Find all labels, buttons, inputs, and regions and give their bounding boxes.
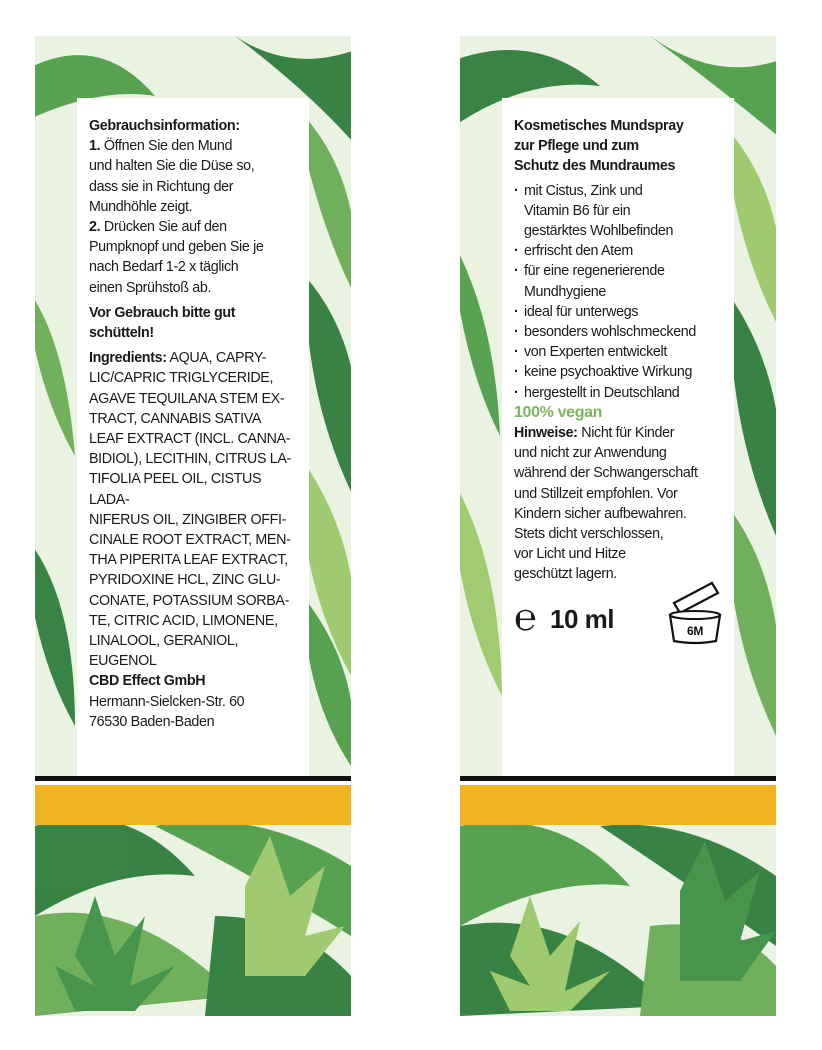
benefit-item: · von Experten entwickelt [514,342,726,362]
step-line: und halten Sie die Düse so, [89,158,255,175]
product-title: Kosmetisches Mundspray [514,118,684,134]
ingredients-line: CINALE ROOT EXTRACT, MEN- [89,532,291,549]
step-number: 2. [89,219,101,236]
shake-warning: Vor Gebrauch bitte gut [89,304,236,321]
ingredients-line: CONATE, POTASSIUM SORBA- [89,592,289,609]
benefit-item: · mit Cistus, Zink und [514,181,726,201]
benefit-item: · erfrischt den Atem [514,241,726,261]
shake-warning: schütteln! [89,325,154,342]
label-front-right [460,36,776,1016]
notes-line: Nicht für Kinder [581,425,675,442]
benefit-list [514,181,726,403]
product-text [514,116,726,649]
notes-label: Hinweise: [514,425,578,442]
label-back-left [35,36,351,1016]
benefit-item: · besonders wohlschmeckend [514,322,726,342]
step-line: Öffnen Sie den Mund [103,138,233,155]
ingredients-line: TIFOLIA PEEL OIL, CISTUS LADA- [89,471,262,508]
step-number: 1. [89,138,101,155]
step-line: einen Sprühstoß ab. [89,279,212,296]
open-jar-icon [664,575,726,645]
ingredients-line: THA PIPERITA LEAF EXTRACT, [89,552,288,569]
ingredients-line: LINALOOL, GERANIOL, EUGENOL [89,633,239,670]
product-title: zur Pflege und zum [514,138,639,155]
benefit-item-cont: Vitamin B6 für ein [524,202,631,219]
ingredients-line: PYRIDOXINE HCL, ZINC GLU- [89,572,281,589]
benefit-item: · keine psychoaktive Wirkung [514,362,726,382]
notes-line: und nicht zur Anwendung [514,445,667,462]
step-line: nach Bedarf 1-2 x täglich [89,259,239,276]
ingredients-line: BIDIOL), LECITHIN, CITRUS LA- [89,451,291,468]
notes-line: während der Schwangerschaft [514,465,698,482]
address-line: 76530 Baden-Baden [89,713,215,730]
benefit-item: · für eine regenerierende [514,261,726,281]
benefit-item: · hergestellt in Deutschland [514,383,726,403]
benefit-item-cont: gestärktes Wohlbefinden [524,223,674,240]
step-line: dass sie in Richtung der [89,178,234,195]
ingredients-line: AQUA, CAPRY- [169,350,267,367]
ingredients-line: TRACT, CANNABIS SATIVA [89,410,262,427]
info-panel [77,98,309,776]
usage-text [89,116,301,732]
estimated-sign-icon: ℮ [514,596,537,639]
benefit-item-cont: Mundhygiene [524,283,606,300]
notes-line: und Stillzeit empfohlen. Vor [514,485,678,502]
volume-row [514,589,726,649]
ingredients-label: Ingredients: [89,350,167,367]
pao-label: 6M [687,623,703,638]
yellow-stripe [460,785,776,825]
ingredients-line: LEAF EXTRACT (INCL. CANNA- [89,431,291,448]
product-title: Schutz des Mundraumes [514,158,676,175]
ingredients-line: TE, CITRIC ACID, LIMONENE, [89,612,278,629]
notes-line: Stets dicht verschlossen, [514,526,664,543]
volume-text: 10 ml [550,603,614,634]
step-line: Mundhöhle zeigt. [89,198,193,215]
notes-line: Kindern sicher aufbewahren. [514,505,687,522]
notes-line: vor Licht und Hitze [514,546,626,563]
vegan-claim: 100% vegan [514,403,603,421]
company-name: CBD Effect GmbH [89,673,206,690]
usage-heading: Gebrauchsinformation: [89,118,240,134]
ingredients-line: NIFERUS OIL, ZINGIBER OFFI- [89,511,287,528]
notes-line: geschützt lagern. [514,566,617,583]
address-line: Hermann-Sielcken-Str. 60 [89,693,245,710]
benefit-item: · ideal für unterwegs [514,302,726,322]
ingredients-line: LIC/CAPRIC TRIGLYCERIDE, [89,370,274,387]
yellow-stripe [35,785,351,825]
ingredients-line: AGAVE TEQUILANA STEM EX- [89,390,285,407]
step-line: Pumpknopf und geben Sie je [89,239,264,256]
info-panel [502,98,734,776]
step-line: Drücken Sie auf den [103,219,227,236]
